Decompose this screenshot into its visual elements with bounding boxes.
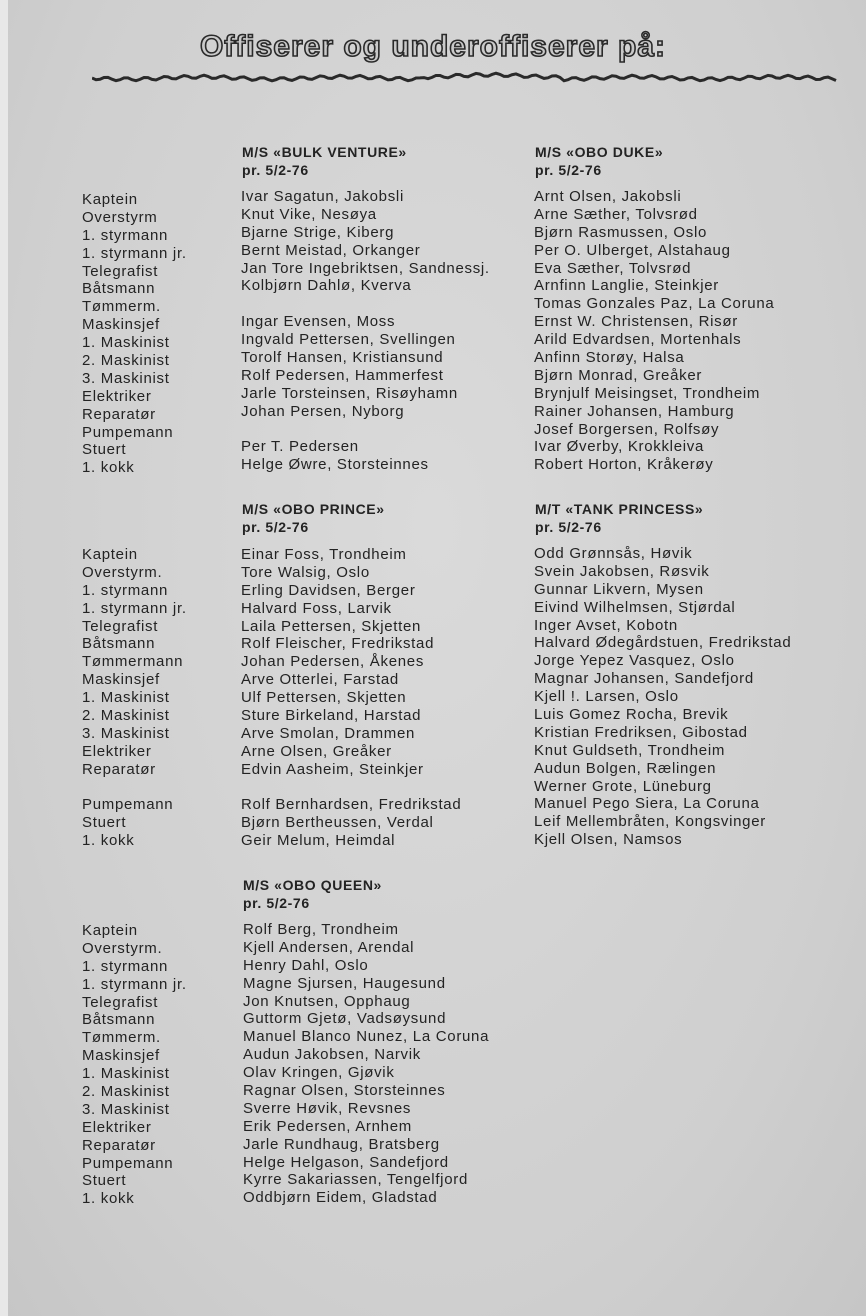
- crew-entry: Einar Foss, Trondheim: [241, 546, 407, 563]
- crew-entry: Rolf Fleischer, Fredrikstad: [241, 635, 435, 653]
- role-label: Kaptein: [82, 546, 138, 563]
- crew-list-tank-princess: [534, 545, 791, 849]
- role-list-1: [82, 191, 187, 477]
- ship-name: M/S «OBO QUEEN»: [243, 877, 382, 893]
- ship-name: M/S «OBO DUKE»: [535, 144, 664, 160]
- crew-entry: Arnt Olsen, Jakobsli: [534, 188, 682, 205]
- crew-entry: Oddbjørn Eidem, Gladstad: [243, 1189, 438, 1207]
- role-label: Telegrafist: [82, 262, 159, 280]
- role-label: 1. Maskinist: [82, 689, 170, 707]
- crew-entry: Manuel Blanco Nunez, La Coruna: [243, 1028, 490, 1046]
- role-label: Elektriker: [82, 742, 152, 760]
- crew-entry: Erik Pedersen, Arnhem: [243, 1117, 412, 1135]
- wavy-rule: [92, 68, 838, 84]
- crew-entry: Kyrre Sakariassen, Tengelfjord: [243, 1171, 468, 1189]
- ship-header-bulk-venture: [242, 143, 407, 179]
- crew-entry: Manuel Pego Siera, La Coruna: [534, 795, 760, 813]
- ship-header-obo-queen: [243, 876, 382, 912]
- crew-entry: Erling Davidsen, Berger: [241, 581, 416, 599]
- crew-entry: Torolf Hansen, Kristiansund: [241, 349, 444, 367]
- role-label: Reparatør: [82, 1136, 156, 1154]
- role-label: Tømmerm.: [82, 1029, 161, 1047]
- crew-entry: Rainer Johansen, Hamburg: [534, 402, 735, 420]
- role-label: 1. kokk: [82, 459, 135, 477]
- role-label: Pumpemann: [82, 423, 174, 441]
- crew-entry: Eva Sæther, Tolvsrød: [534, 259, 692, 277]
- crew-entry: Brynjulf Meisingset, Trondheim: [534, 384, 761, 402]
- role-label: Maskinsjef: [82, 671, 160, 689]
- crew-entry: Arne Olsen, Greåker: [241, 742, 392, 760]
- role-label: Elektriker: [82, 1118, 152, 1136]
- crew-entry: Ivar Sagatun, Jakobsli: [241, 188, 404, 205]
- crew-entry: Helge Øwre, Storsteinnes: [241, 456, 429, 474]
- crew-entry: Ragnar Olsen, Storsteinnes: [243, 1082, 446, 1100]
- ship-name: M/T «TANK PRINCESS»: [535, 501, 704, 517]
- role-label: 3. Maskinist: [82, 1100, 170, 1118]
- crew-entry: Ernst W. Christensen, Risør: [534, 313, 738, 331]
- crew-entry: Anfinn Storøy, Halsa: [534, 349, 685, 367]
- crew-list-obo-duke: [534, 188, 774, 474]
- ship-date: pr. 5/2-76: [535, 162, 602, 178]
- crew-entry: Audun Bolgen, Rælingen: [534, 759, 717, 777]
- crew-entry: Jorge Yepez Vasquez, Oslo: [534, 652, 735, 670]
- crew-entry: Halvard Foss, Larvik: [241, 599, 392, 617]
- role-label: 1. kokk: [82, 832, 135, 850]
- role-label: Båtsmann: [82, 280, 156, 298]
- crew-list-obo-queen: [243, 921, 489, 1207]
- ship-date: pr. 5/2-76: [243, 895, 310, 911]
- ship-header-obo-duke: [535, 143, 663, 179]
- role-label: 2. Maskinist: [82, 352, 170, 370]
- role-label: [82, 779, 187, 797]
- crew-entry: Bernt Meistad, Orkanger: [241, 241, 421, 259]
- crew-entry: Jan Tore Ingebriktsen, Sandnessj.: [241, 259, 490, 277]
- role-label: Reparatør: [82, 405, 156, 423]
- crew-entry: Tore Walsig, Oslo: [241, 563, 370, 581]
- crew-entry: Henry Dahl, Oslo: [243, 956, 369, 974]
- ship-date: pr. 5/2-76: [242, 162, 309, 178]
- crew-entry: Inger Avset, Kobotn: [534, 616, 678, 634]
- role-label: Tømmerm.: [82, 298, 161, 316]
- role-label: Tømmermann: [82, 653, 184, 671]
- role-label: Pumpemann: [82, 796, 174, 814]
- crew-entry: Robert Horton, Kråkerøy: [534, 456, 714, 474]
- crew-entry: [241, 295, 490, 313]
- crew-entry: Kjell Andersen, Arendal: [243, 938, 415, 956]
- crew-entry: Magne Sjursen, Haugesund: [243, 974, 446, 992]
- crew-entry: Laila Pettersen, Skjetten: [241, 617, 422, 635]
- role-label: 3. Maskinist: [82, 369, 170, 387]
- crew-entry: Sture Birkeland, Harstad: [241, 707, 422, 725]
- role-label: Elektriker: [82, 387, 152, 405]
- page-title: Offiserer og underoffiserer på:: [199, 30, 667, 63]
- crew-entry: Odd Grønnsås, Høvik: [534, 545, 693, 562]
- crew-entry: Bjarne Strige, Kiberg: [241, 223, 395, 241]
- crew-entry: Rolf Pedersen, Hammerfest: [241, 366, 444, 384]
- crew-entry: Arve Otterlei, Farstad: [241, 671, 399, 689]
- role-label: Maskinsjef: [82, 1047, 160, 1065]
- crew-entry: Johan Pedersen, Åkenes: [241, 653, 425, 671]
- role-label: 2. Maskinist: [82, 707, 170, 725]
- crew-entry: Rolf Bernhardsen, Fredrikstad: [241, 796, 462, 814]
- crew-entry: Kjell Olsen, Namsos: [534, 831, 683, 849]
- crew-entry: Johan Persen, Nyborg: [241, 402, 405, 420]
- role-label: 1. Maskinist: [82, 334, 170, 352]
- crew-entry: Kristian Fredriksen, Gibostad: [534, 723, 748, 741]
- role-label: 1. styrmann: [82, 957, 169, 975]
- crew-entry: Kjell !. Larsen, Oslo: [534, 688, 679, 706]
- role-label: 1. styrmann jr.: [82, 244, 187, 262]
- crew-entry: Eivind Wilhelmsen, Stjørdal: [534, 598, 736, 616]
- crew-entry: Bjørn Monrad, Greåker: [534, 366, 703, 384]
- role-label: Stuert: [82, 441, 127, 459]
- crew-entry: Werner Grote, Lüneburg: [534, 777, 712, 795]
- role-label: 1. Maskinist: [82, 1065, 170, 1083]
- role-label: Kaptein: [82, 191, 138, 208]
- crew-entry: Jarle Torsteinsen, Risøyhamn: [241, 384, 458, 402]
- crew-entry: Knut Vike, Nesøya: [241, 205, 377, 223]
- role-label: Kaptein: [82, 922, 138, 939]
- page-edge: [0, 0, 8, 1316]
- role-label: Reparatør: [82, 760, 156, 778]
- crew-entry: Olav Kringen, Gjøvik: [243, 1064, 395, 1082]
- role-label: Overstyrm.: [82, 939, 163, 957]
- role-label: Stuert: [82, 1172, 127, 1190]
- crew-entry: Leif Mellembråten, Kongsvinger: [534, 813, 766, 831]
- crew-entry: Rolf Berg, Trondheim: [243, 921, 399, 938]
- ship-name: M/S «BULK VENTURE»: [242, 144, 407, 160]
- crew-entry: Bjørn Rasmussen, Oslo: [534, 223, 708, 241]
- ship-header-obo-prince: [242, 500, 385, 536]
- crew-entry: Edvin Aasheim, Steinkjer: [241, 760, 424, 778]
- role-label: Overstyrm: [82, 208, 158, 226]
- crew-entry: Jon Knutsen, Opphaug: [243, 992, 411, 1010]
- role-label: 3. Maskinist: [82, 724, 170, 742]
- crew-entry: Magnar Johansen, Sandefjord: [534, 670, 754, 688]
- ship-date: pr. 5/2-76: [242, 519, 309, 535]
- crew-entry: Kolbjørn Dahlø, Kverva: [241, 277, 412, 295]
- crew-entry: Arve Smolan, Drammen: [241, 724, 416, 742]
- role-label: 1. styrmann jr.: [82, 599, 187, 617]
- crew-entry: Per T. Pedersen: [241, 438, 359, 456]
- crew-entry: Helge Helgason, Sandefjord: [243, 1153, 449, 1171]
- role-label: Maskinsjef: [82, 316, 160, 334]
- crew-entry: Arne Sæther, Tolvsrød: [534, 205, 698, 223]
- crew-entry: Jarle Rundhaug, Bratsberg: [243, 1135, 440, 1153]
- crew-entry: Ulf Pettersen, Skjetten: [241, 689, 407, 707]
- crew-entry: Sverre Høvik, Revsnes: [243, 1099, 412, 1117]
- role-label: Telegrafist: [82, 993, 159, 1011]
- crew-entry: Luis Gomez Rocha, Brevik: [534, 706, 729, 724]
- crew-entry: Ingar Evensen, Moss: [241, 313, 396, 331]
- crew-entry: Audun Jakobsen, Narvik: [243, 1046, 421, 1064]
- crew-entry: Arnfinn Langlie, Steinkjer: [534, 277, 719, 295]
- crew-entry: Knut Guldseth, Trondheim: [534, 741, 726, 759]
- crew-entry: Svein Jakobsen, Røsvik: [534, 562, 710, 580]
- crew-entry: Ingvald Pettersen, Svellingen: [241, 331, 456, 349]
- crew-entry: Josef Borgersen, Rolfsøy: [534, 420, 720, 438]
- role-label: Stuert: [82, 814, 127, 832]
- crew-entry: Arild Edvardsen, Mortenhals: [534, 331, 742, 349]
- role-list-3: [82, 922, 187, 1208]
- crew-entry: Guttorm Gjetø, Vadsøysund: [243, 1010, 447, 1028]
- ship-name: M/S «OBO PRINCE»: [242, 501, 385, 517]
- ship-date: pr. 5/2-76: [535, 519, 602, 535]
- role-list-2: [82, 546, 187, 850]
- crew-entry: Ivar Øverby, Krokkleiva: [534, 438, 705, 456]
- ship-header-tank-princess: [535, 500, 703, 536]
- crew-entry: [241, 421, 490, 439]
- crew-entry: Halvard Ødegårdstuen, Fredrikstad: [534, 634, 792, 652]
- role-label: 1. styrmann: [82, 226, 169, 244]
- crew-entry: [241, 779, 461, 797]
- role-label: Overstyrm.: [82, 563, 163, 581]
- role-label: Båtsmann: [82, 635, 156, 653]
- role-label: Telegrafist: [82, 617, 159, 635]
- crew-entry: Geir Melum, Heimdal: [241, 832, 396, 850]
- role-label: 2. Maskinist: [82, 1083, 170, 1101]
- role-label: 1. styrmann jr.: [82, 975, 187, 993]
- role-label: 1. styrmann: [82, 581, 169, 599]
- crew-entry: Per O. Ulberget, Alstahaug: [534, 241, 731, 259]
- crew-list-bulk-venture: [241, 188, 490, 474]
- crew-list-obo-prince: [241, 546, 461, 850]
- role-label: Båtsmann: [82, 1011, 156, 1029]
- role-label: 1. kokk: [82, 1190, 135, 1208]
- crew-entry: Tomas Gonzales Paz, La Coruna: [534, 295, 775, 313]
- crew-entry: Bjørn Bertheussen, Verdal: [241, 814, 434, 832]
- role-label: Pumpemann: [82, 1154, 174, 1172]
- crew-entry: Gunnar Likvern, Mysen: [534, 580, 704, 598]
